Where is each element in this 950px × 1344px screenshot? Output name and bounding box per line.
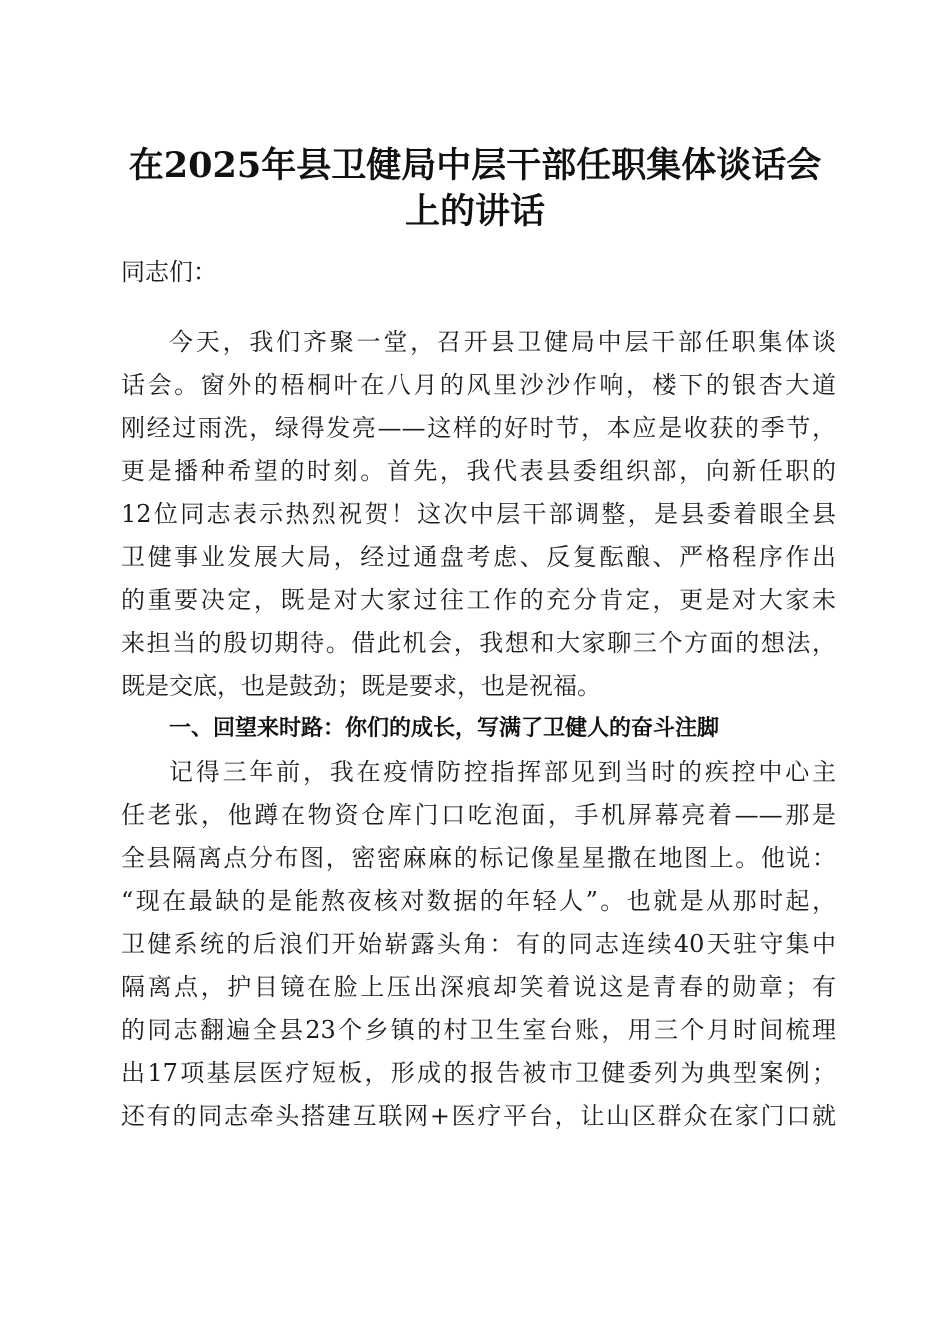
paragraph-1-line: 话会。窗外的梧桐叶在八月的风里沙沙作响，楼下的银杏大道 — [121, 371, 836, 399]
document-title-line-2: 上的讲话 — [404, 191, 545, 232]
paragraph-2-line: 卫健系统的后浪们开始崭露头角：有的同志连续40天驻守集中 — [121, 930, 836, 958]
paragraph-2-line: 任老张，他蹲在物资仓库门口吃泡面，手机屏幕亮着——那是 — [121, 801, 836, 829]
paragraph-1-line: 今天，我们齐聚一堂，召开县卫健局中层干部任职集体谈 — [169, 328, 836, 356]
paragraph-2-line: 隔离点，护目镜在脸上压出深痕却笑着说这是青春的勋章；有 — [121, 973, 836, 1001]
section-heading-1: 一、回望来时路：你们的成长，写满了卫健人的奋斗注脚 — [169, 716, 720, 741]
document-title-line-1: 在2025年县卫健局中层干部任职集体谈话会 — [128, 145, 822, 186]
paragraph-1-line: 的重要决定，既是对大家过往工作的充分肯定，更是对大家未 — [121, 586, 836, 614]
paragraph-2-line: 全县隔离点分布图，密密麻麻的标记像星星撒在地图上。他说： — [121, 844, 836, 872]
paragraph-1-line: 12位同志表示热烈祝贺！这次中层干部调整，是县委着眼全县 — [121, 500, 836, 528]
paragraph-2-line: 还有的同志牵头搭建互联网+医疗平台，让山区群众在家门口就 — [121, 1102, 836, 1130]
salutation: 同志们： — [121, 258, 217, 286]
paragraph-1-line: 来担当的殷切期待。借此机会，我想和大家聊三个方面的想法， — [121, 629, 836, 657]
paragraph-2-line: 的同志翻遍全县23个乡镇的村卫生室台账，用三个月时间梳理 — [121, 1016, 836, 1044]
paragraph-2-line: 出17项基层医疗短板，形成的报告被市卫健委列为典型案例； — [121, 1059, 836, 1087]
paragraph-1-line: 更是播种希望的时刻。首先，我代表县委组织部，向新任职的 — [121, 457, 836, 485]
paragraph-2-line: 记得三年前，我在疫情防控指挥部见到当时的疾控中心主 — [169, 758, 836, 786]
paragraph-1-line: 既是交底，也是鼓劲；既是要求，也是祝福。 — [121, 672, 601, 700]
paragraph-1-line: 刚经过雨洗，绿得发亮——这样的好时节，本应是收获的季节， — [121, 414, 836, 442]
paragraph-2-line: “现在最缺的是能熬夜核对数据的年轻人”。也就是从那时起， — [121, 887, 836, 915]
paragraph-1-line: 卫健事业发展大局，经过通盘考虑、反复酝酿、严格程序作出 — [121, 543, 836, 571]
